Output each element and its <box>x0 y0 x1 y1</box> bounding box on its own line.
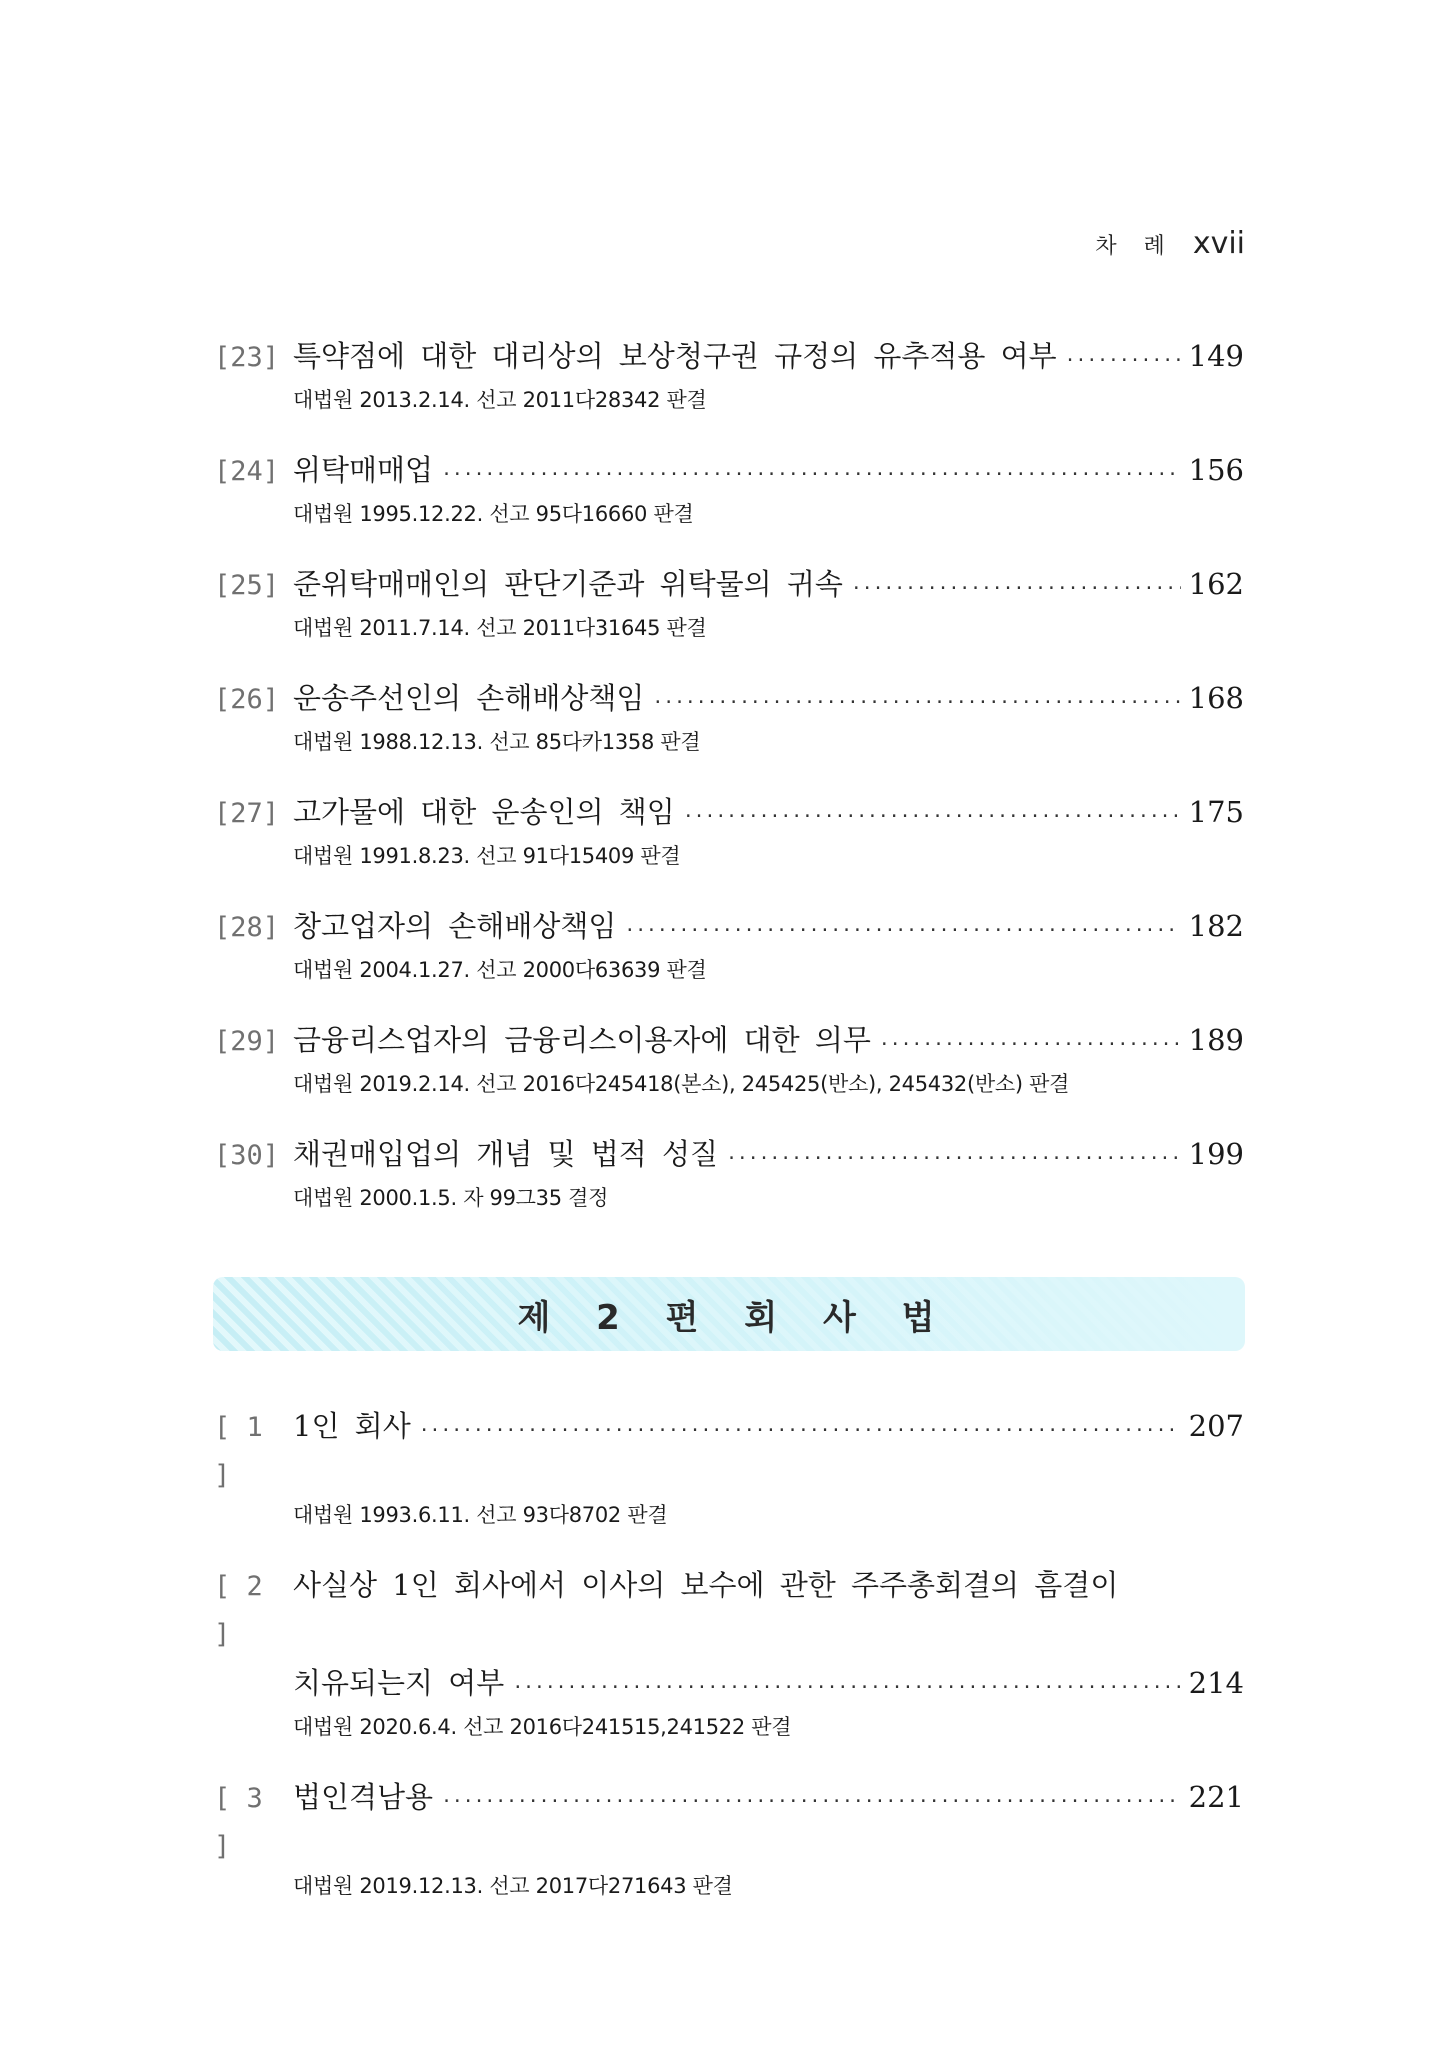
entry-number: [29] <box>214 1026 280 1057</box>
dot-leader <box>879 1021 1181 1069</box>
dot-leader <box>441 451 1181 499</box>
part-heading-band <box>213 1277 1245 1351</box>
entry-title: 치유되는지 여부 <box>293 1666 505 1700</box>
toc-entry[interactable] <box>214 674 1244 757</box>
entry-citation: 대법원 1991.8.23. 선고 91다15409 판결 <box>293 844 681 868</box>
running-header <box>1095 226 1245 261</box>
toc-entry[interactable] <box>214 1561 1244 1742</box>
entry-number: [ 3 ] <box>214 1783 263 1862</box>
entry-number: [25] <box>214 570 280 601</box>
toc-entry[interactable] <box>214 1016 1244 1099</box>
entry-page: 182 <box>1188 909 1244 943</box>
entry-number: [27] <box>214 798 280 829</box>
page-number: xvii <box>1192 226 1245 261</box>
entry-citation: 대법원 2013.2.14. 선고 2011다28342 판결 <box>293 388 707 412</box>
entry-citation: 대법원 2000.1.5. 자 99그35 결정 <box>293 1186 609 1210</box>
entry-citation: 대법원 2020.6.4. 선고 2016다241515,241522 판결 <box>293 1715 792 1739</box>
entry-title: 창고업자의 손해배상책임 <box>293 909 617 943</box>
entry-citation: 대법원 1993.6.11. 선고 93다8702 판결 <box>293 1503 668 1527</box>
toc-entry[interactable] <box>214 446 1244 529</box>
entry-page: 221 <box>1188 1780 1244 1814</box>
entry-number: [30] <box>214 1140 280 1171</box>
dot-leader <box>726 1135 1181 1183</box>
entry-title: 특약점에 대한 대리상의 보상청구권 규정의 유추적용 여부 <box>293 339 1057 373</box>
dot-leader <box>441 1778 1181 1826</box>
entry-page: 199 <box>1188 1137 1244 1171</box>
toc-entry[interactable] <box>214 902 1244 985</box>
entry-number: [24] <box>214 456 280 487</box>
dot-leader <box>512 1664 1180 1712</box>
entry-page: 162 <box>1188 567 1244 601</box>
entry-number: [ 1 ] <box>214 1412 263 1491</box>
entry-number: [ 2 ] <box>214 1571 263 1650</box>
entry-page: 149 <box>1188 339 1244 373</box>
entry-page: 156 <box>1188 453 1244 487</box>
toc-entry[interactable] <box>214 560 1244 643</box>
entry-citation: 대법원 2019.12.13. 선고 2017다271643 판결 <box>293 1874 733 1898</box>
toc-entry[interactable] <box>214 1402 1244 1530</box>
part-title: 제 2 편 회 사 법 <box>517 1297 941 1338</box>
entry-title-line1: 사실상 1인 회사에서 이사의 보수에 관한 주주총회결의 흠결이 <box>293 1568 1119 1602</box>
toc-section-commercial <box>214 332 1244 1244</box>
entry-title: 1인 회사 <box>293 1409 411 1443</box>
toc-entry[interactable] <box>214 788 1244 871</box>
toc-entry[interactable] <box>214 1130 1244 1213</box>
entry-title: 고가물에 대한 운송인의 책임 <box>293 795 675 829</box>
entry-citation: 대법원 2019.2.14. 선고 2016다245418(본소), 245425(반소), 245432(반소) 판결 <box>293 1072 1070 1096</box>
entry-page: 214 <box>1188 1666 1244 1700</box>
entry-page: 189 <box>1188 1023 1244 1057</box>
entry-page: 175 <box>1188 795 1244 829</box>
entry-title: 법인격남용 <box>293 1780 434 1814</box>
entry-title: 운송주선인의 손해배상책임 <box>293 681 645 715</box>
dot-leader <box>1065 337 1181 385</box>
dot-leader <box>652 679 1180 727</box>
dot-leader <box>419 1407 1181 1455</box>
entry-citation: 대법원 1995.12.22. 선고 95다16660 판결 <box>293 502 694 526</box>
entry-page: 168 <box>1188 681 1244 715</box>
entry-number: [26] <box>214 684 280 715</box>
dot-leader <box>683 793 1181 841</box>
entry-citation: 대법원 2004.1.27. 선고 2000다63639 판결 <box>293 958 707 982</box>
entry-title: 위탁매매업 <box>293 453 434 487</box>
entry-number: [28] <box>214 912 280 943</box>
dot-leader <box>851 565 1181 613</box>
entry-title: 금융리스업자의 금융리스이용자에 대한 의무 <box>293 1023 871 1057</box>
entry-title: 준위탁매매인의 판단기준과 위탁물의 귀속 <box>293 567 843 601</box>
dot-leader <box>624 907 1180 955</box>
entry-number: [23] <box>214 342 280 373</box>
entry-citation: 대법원 1988.12.13. 선고 85다카1358 판결 <box>293 730 701 754</box>
toc-entry[interactable] <box>214 332 1244 415</box>
entry-title: 채권매입업의 개념 및 법적 성질 <box>293 1137 719 1171</box>
toc-section-corporate <box>214 1402 1244 1932</box>
toc-entry[interactable] <box>214 1773 1244 1901</box>
header-label: 차 례 <box>1095 234 1175 259</box>
entry-citation: 대법원 2011.7.14. 선고 2011다31645 판결 <box>293 616 707 640</box>
entry-page: 207 <box>1188 1409 1244 1443</box>
